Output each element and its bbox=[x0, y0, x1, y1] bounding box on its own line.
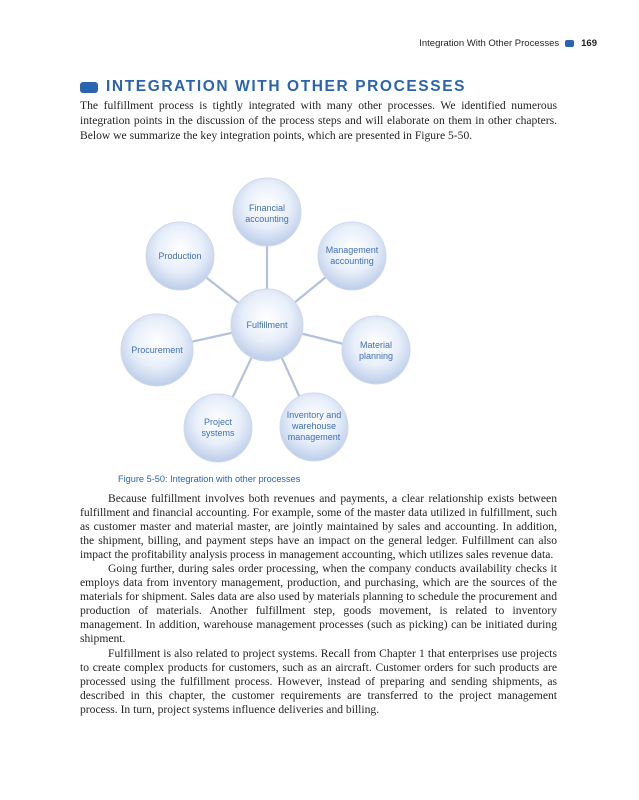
integration-diagram bbox=[80, 172, 557, 472]
node-label: Project bbox=[203, 417, 233, 427]
node-label: Financial bbox=[248, 203, 286, 213]
running-head-marker bbox=[565, 40, 574, 47]
node-inventory-warehouse bbox=[280, 393, 348, 461]
node-material-planning bbox=[342, 316, 410, 384]
node-production bbox=[146, 222, 214, 290]
running-head bbox=[419, 38, 597, 49]
node-financial-accounting bbox=[233, 178, 301, 246]
node-project-systems bbox=[184, 394, 252, 462]
section-title: INTEGRATION WITH OTHER PROCESSES bbox=[106, 78, 467, 95]
node-label: warehouse bbox=[291, 421, 337, 431]
node-label: Procurement bbox=[131, 345, 183, 355]
running-head-title: Integration With Other Processes bbox=[419, 38, 560, 49]
figure-caption: Figure 5-50: Integration with other processes bbox=[118, 474, 301, 484]
node-label: planning bbox=[358, 351, 394, 361]
node-label: Management bbox=[325, 245, 379, 255]
body-paragraph: Because fulfillment involves both revenues and payments, a clear relationship exists between fulfillment and financial accounting. For example, some of the master data utilized in fulfillment, such as customer master and material master, are jointly maintained by sales and accounting. In addition, the shipment, billing, and payment steps have an impact on the general ledger. Fulfillment can also impact the profitability analysis process in management accounting, which utilizes sales revenue data. bbox=[80, 492, 557, 562]
node-label: accounting bbox=[330, 256, 374, 266]
body-text bbox=[80, 492, 557, 717]
node-label: accounting bbox=[245, 214, 289, 224]
node-label: Inventory and bbox=[286, 410, 342, 420]
node-label: systems bbox=[201, 428, 235, 438]
node-procurement bbox=[121, 314, 193, 386]
node-label: Production bbox=[158, 251, 202, 261]
node-label: Material bbox=[359, 340, 393, 350]
node-management-accounting bbox=[318, 222, 386, 290]
node-label: Fulfillment bbox=[246, 320, 288, 330]
section-heading bbox=[80, 78, 466, 96]
node-label: management bbox=[287, 432, 341, 442]
intro-paragraph: The fulfillment process is tightly integrated with many other processes. We identified numerous integration points in the discussion of the process steps and will elaborate on them in other chapters. Below we summarize the key integration points, which are presented in Figure 5-50. bbox=[80, 99, 557, 142]
page-number: 169 bbox=[581, 38, 597, 49]
body-paragraph: Going further, during sales order processing, when the company conducts availability checks it employs data from inventory management, production, and purchasing, which are the sources of the materials for shipment. Sales data are also used by materials planning to schedule the procurement and production of materials. Another fulfillment step, goods movement, is related to inventory management. In addition, warehouse management processes (such as picking) can be initiated during shipment. bbox=[80, 562, 557, 646]
body-paragraph: Fulfillment is also related to project systems. Recall from Chapter 1 that enterprises use projects to create complex products for customers, such as an aircraft. Customer orders for such products are processed using the fulfillment process. However, instead of preparing and sending shipments, as described in this chapter, the customer requirements are transferred to the project management process. In turn, project systems influence deliveries and billing. bbox=[80, 646, 557, 716]
section-marker bbox=[80, 82, 98, 93]
node-fulfillment bbox=[231, 289, 303, 361]
